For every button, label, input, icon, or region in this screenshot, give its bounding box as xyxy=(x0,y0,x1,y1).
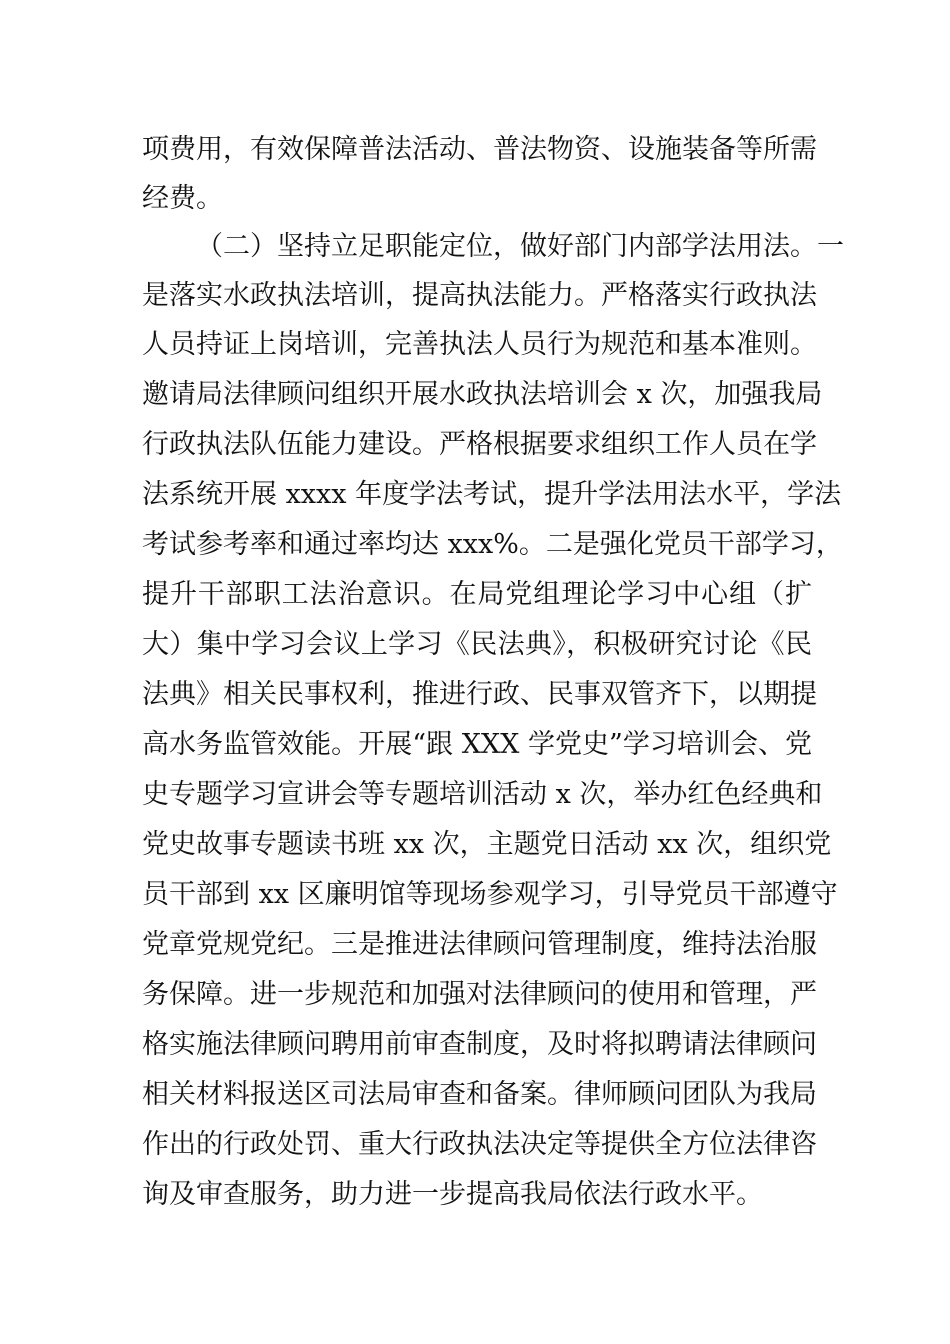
paragraph-line: 人员持证上岗培训，完善执法人员行为规范和基本准则。 xyxy=(142,329,817,360)
paragraph-line: 法典》相关民事权利，推进行政、民事双管齐下，以期提 xyxy=(142,679,817,710)
paragraph-line: 询及审查服务，助力进一步提高我局依法行政水平。 xyxy=(142,1179,763,1210)
paragraph-line: 党章党规党纪。三是推进法律顾问管理制度，维持法治服 xyxy=(142,929,817,960)
paragraph-line: 史专题学习宣讲会等专题培训活动 x 次，举办红色经典和 xyxy=(142,779,823,810)
paragraph-line: 高水务监管效能。开展“跟 XXX 学党史”学习培训会、党 xyxy=(142,729,812,760)
paragraph-line: 大）集中学习会议上学习《民法典》，积极研究讨论《民 xyxy=(142,629,812,660)
paragraph-line: 是落实水政执法培训，提高执法能力。严格落实行政执法 xyxy=(142,280,817,311)
paragraph-line: 员干部到 xx 区廉明馆等现场参观学习，引导党员干部遵守 xyxy=(142,879,838,910)
section-heading-line: （二）坚持立足职能定位，做好部门内部学法用法。一 xyxy=(196,231,844,262)
paragraph-line: 作出的行政处罚、重大行政执法决定等提供全方位法律咨 xyxy=(142,1129,817,1160)
paragraph-line: 务保障。进一步规范和加强对法律顾问的使用和管理，严 xyxy=(142,979,817,1010)
paragraph-line: 党史故事专题读书班 xx 次，主题党日活动 xx 次，组织党 xyxy=(142,829,832,860)
paragraph-line: 提升干部职工法治意识。在局党组理论学习中心组（扩 xyxy=(142,579,812,610)
paragraph-line: 相关材料报送区司法局审查和备案。律师顾问团队为我局 xyxy=(142,1079,817,1110)
paragraph-line: 格实施法律顾问聘用前审查制度，及时将拟聘请法律顾问 xyxy=(142,1029,817,1060)
paragraph-line: 行政执法队伍能力建设。严格根据要求组织工作人员在学 xyxy=(142,429,817,460)
paragraph-line: 考试参考率和通过率均达 xxx%。二是强化党员干部学习， xyxy=(142,529,843,560)
paragraph-line: 经费。 xyxy=(142,183,223,214)
paragraph-line: 邀请局法律顾问组织开展水政执法培训会 x 次，加强我局 xyxy=(142,379,823,410)
paragraph-line: 法系统开展 xxxx 年度学法考试，提升学法用法水平，学法 xyxy=(142,479,842,510)
paragraph-line: 项费用，有效保障普法活动、普法物资、设施装备等所需 xyxy=(142,134,817,165)
